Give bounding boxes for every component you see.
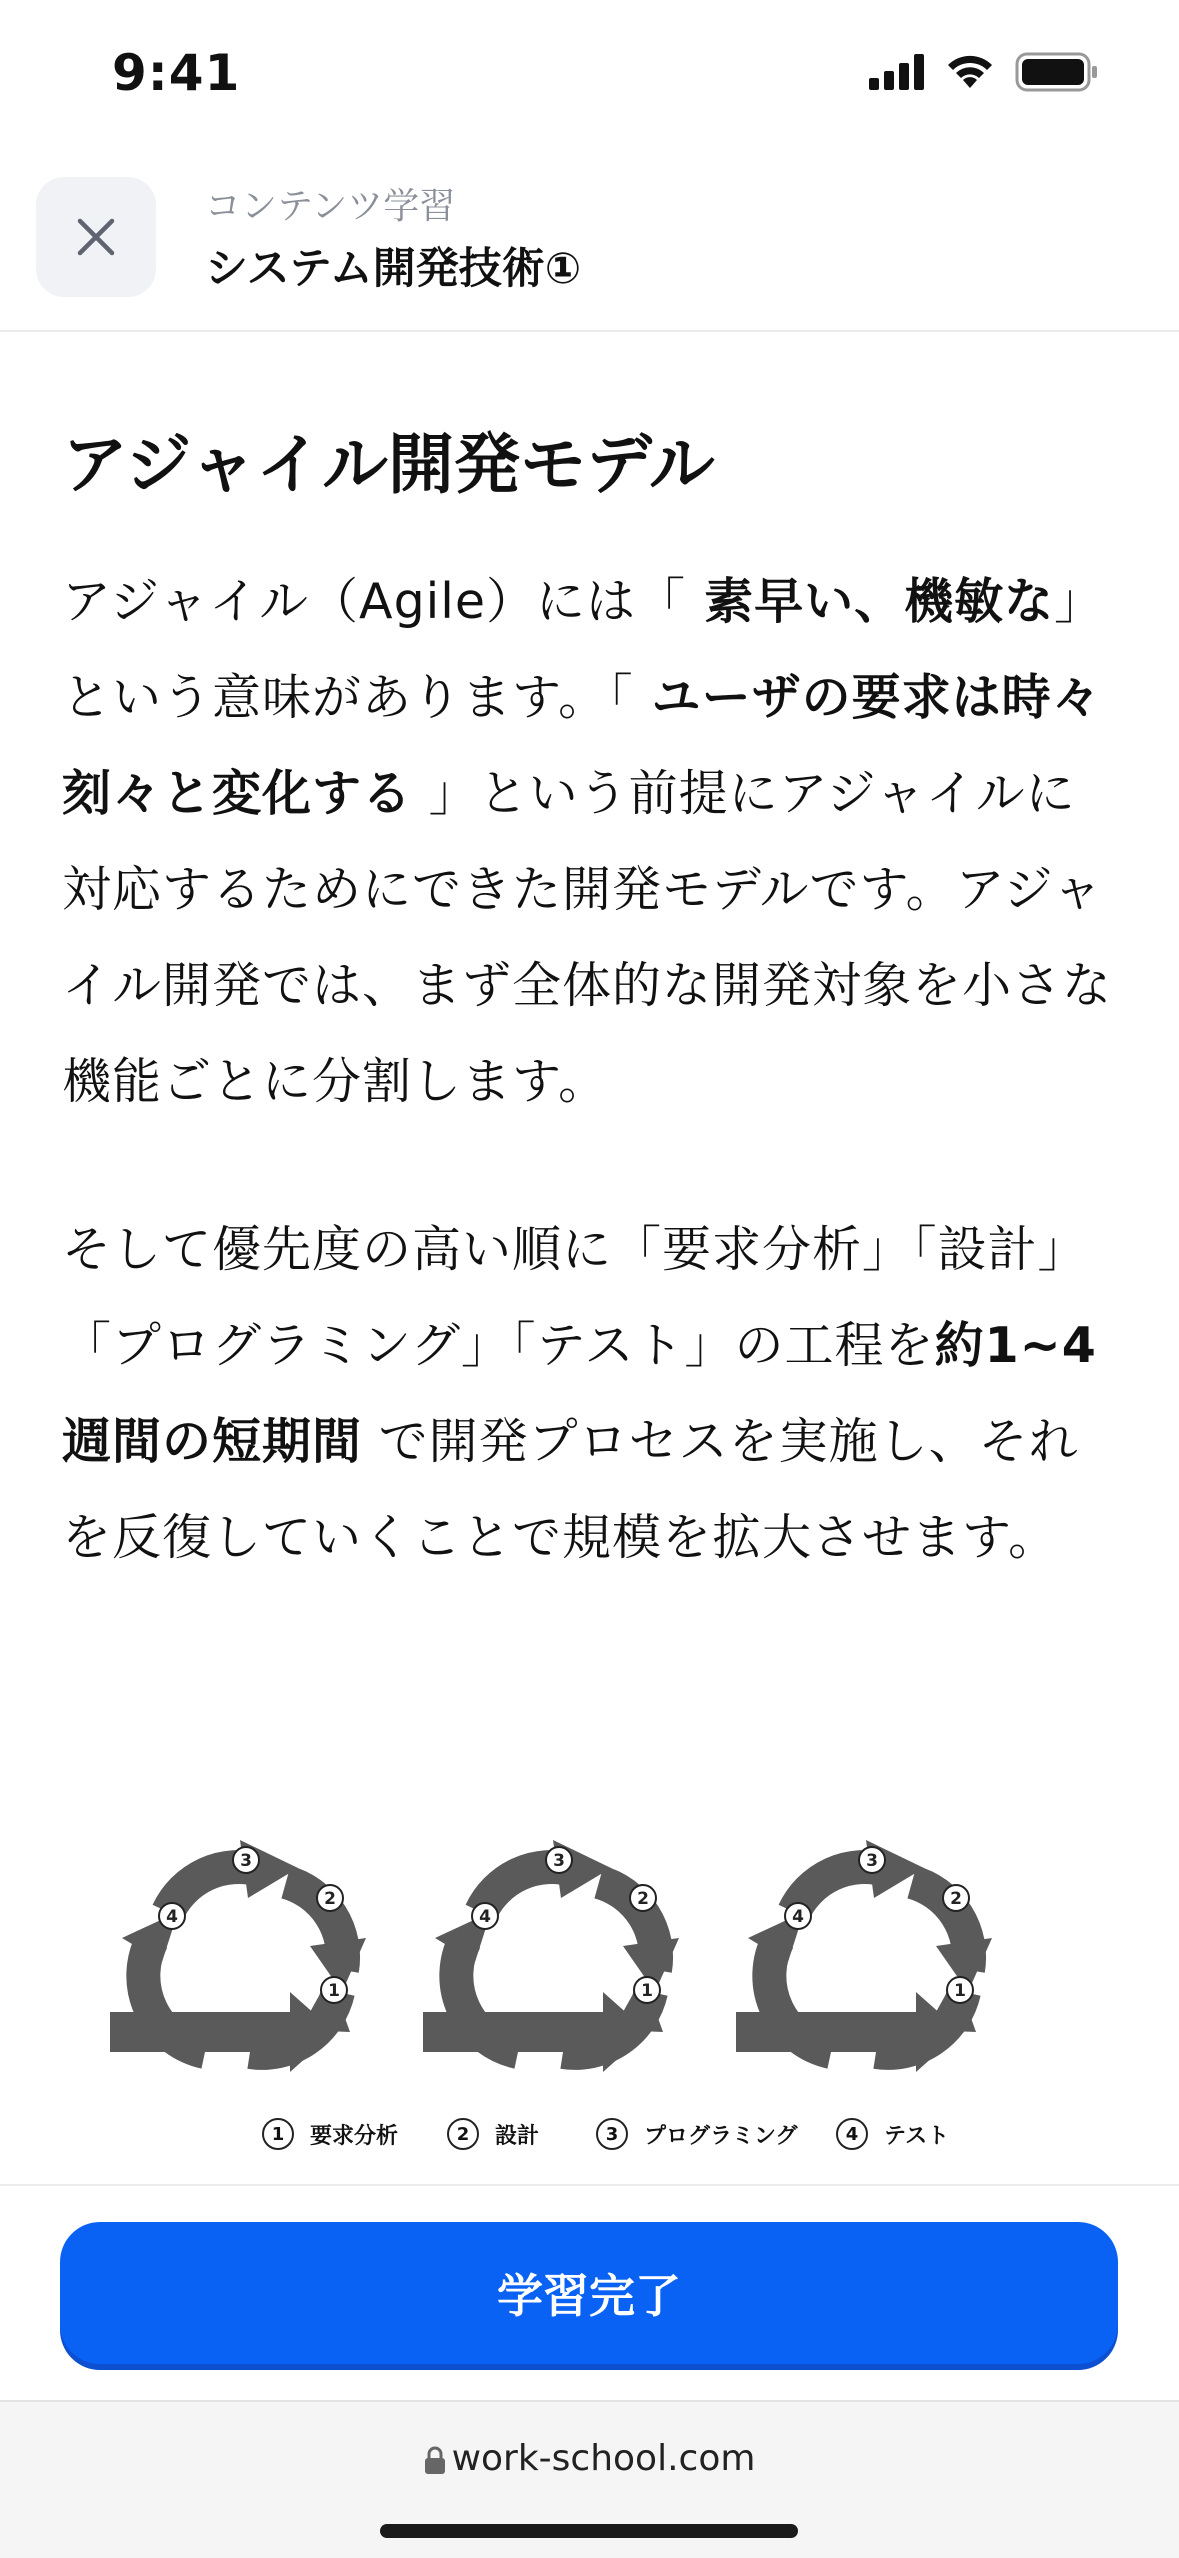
- close-button[interactable]: [36, 177, 156, 297]
- legend-number-badge: 4: [836, 2118, 868, 2150]
- legend-number-badge: 2: [447, 2118, 479, 2150]
- home-indicator: [380, 2524, 798, 2538]
- cycle-arc-segment: [456, 1940, 518, 2052]
- diagram-legend: [0, 2118, 1179, 2164]
- step-number-label: 1: [954, 1981, 966, 2001]
- step-number-label: 3: [866, 1851, 878, 1871]
- article-paragraph-2: [62, 1202, 1122, 1586]
- step-number-label: 1: [328, 1981, 340, 2001]
- emphasis-text: 素早い、機敏な: [686, 573, 1055, 630]
- status-time: 9:41: [112, 44, 241, 102]
- text-segment: そして優先度の高い順に「要求分析」「設計」「プログラミング」「テスト」の工程を: [62, 1221, 1088, 1374]
- article: [62, 410, 1122, 1586]
- step-number-label: 4: [479, 1907, 491, 1927]
- cycle-arc-segment: [143, 1940, 205, 2052]
- iteration-cycle-1: [110, 1840, 366, 2072]
- text-segment: 」という意味があります。「: [62, 573, 1105, 726]
- bottom-action-bar: [0, 2184, 1179, 2402]
- text-segment: アジャイル（Agile）には「: [62, 573, 687, 630]
- legend-item-test: [836, 2118, 949, 2150]
- wifi-icon: [945, 54, 995, 90]
- iteration-cycle-2: [423, 1840, 679, 2072]
- iteration-cycle-3: [736, 1840, 992, 2072]
- browser-url-bar: [0, 2400, 1179, 2558]
- step-number-label: 2: [324, 1889, 336, 1909]
- legend-label: 設計: [495, 2123, 540, 2149]
- legend-number-badge: 3: [596, 2118, 628, 2150]
- close-icon: [74, 215, 118, 259]
- header: [0, 150, 1179, 332]
- legend-item-design: [447, 2118, 539, 2150]
- url-display[interactable]: [0, 2438, 1179, 2479]
- agile-cycle-diagram: [110, 1820, 1070, 2160]
- header-subtitle: コンテンツ学習: [205, 186, 456, 227]
- cycle-arc-segment: [769, 1940, 831, 2052]
- step-number-label: 3: [553, 1851, 565, 1871]
- legend-item-programming: [596, 2118, 798, 2150]
- emphasis-text: 約1~4週間の短期間: [62, 1317, 1097, 1470]
- legend-item-requirements: [262, 2118, 398, 2150]
- article-title: アジャイル開発モデル: [62, 426, 715, 503]
- status-icons: [869, 52, 1099, 92]
- legend-label: テスト: [884, 2123, 950, 2149]
- battery-icon: [1015, 52, 1099, 92]
- url-text: work-school.com: [451, 2438, 756, 2479]
- step-number-label: 2: [950, 1889, 962, 1909]
- step-number-label: 1: [641, 1981, 653, 2001]
- step-number-label: 3: [240, 1851, 252, 1871]
- cellular-signal-icon: [869, 54, 925, 90]
- article-paragraph-1: [62, 554, 1122, 1130]
- legend-label: プログラミング: [644, 2123, 798, 2149]
- status-bar: [0, 0, 1179, 150]
- step-number-label: 2: [637, 1889, 649, 1909]
- complete-learning-button[interactable]: 学習完了: [60, 2222, 1118, 2364]
- legend-label: 要求分析: [310, 2123, 399, 2149]
- step-number-label: 4: [166, 1907, 178, 1927]
- legend-number-badge: 1: [262, 2118, 294, 2150]
- step-number-label: 4: [792, 1907, 804, 1927]
- paragraph-spacer: [62, 1130, 1122, 1202]
- emphasis-text: ユーザの要求は時々刻々と変化する: [62, 669, 1102, 822]
- header-title: システム開発技術①: [205, 244, 582, 294]
- text-segment: 」という前提にアジャイルに対応するためにできた開発モデルです。アジャイル開発では、まず全体的な開発対象を小さな機能ごとに分割します。: [62, 765, 1113, 1110]
- text-segment: で開発プロセスを実施し、それを反復していくことで規模を拡大させます。: [62, 1413, 1079, 1566]
- lock-icon: [424, 2445, 446, 2475]
